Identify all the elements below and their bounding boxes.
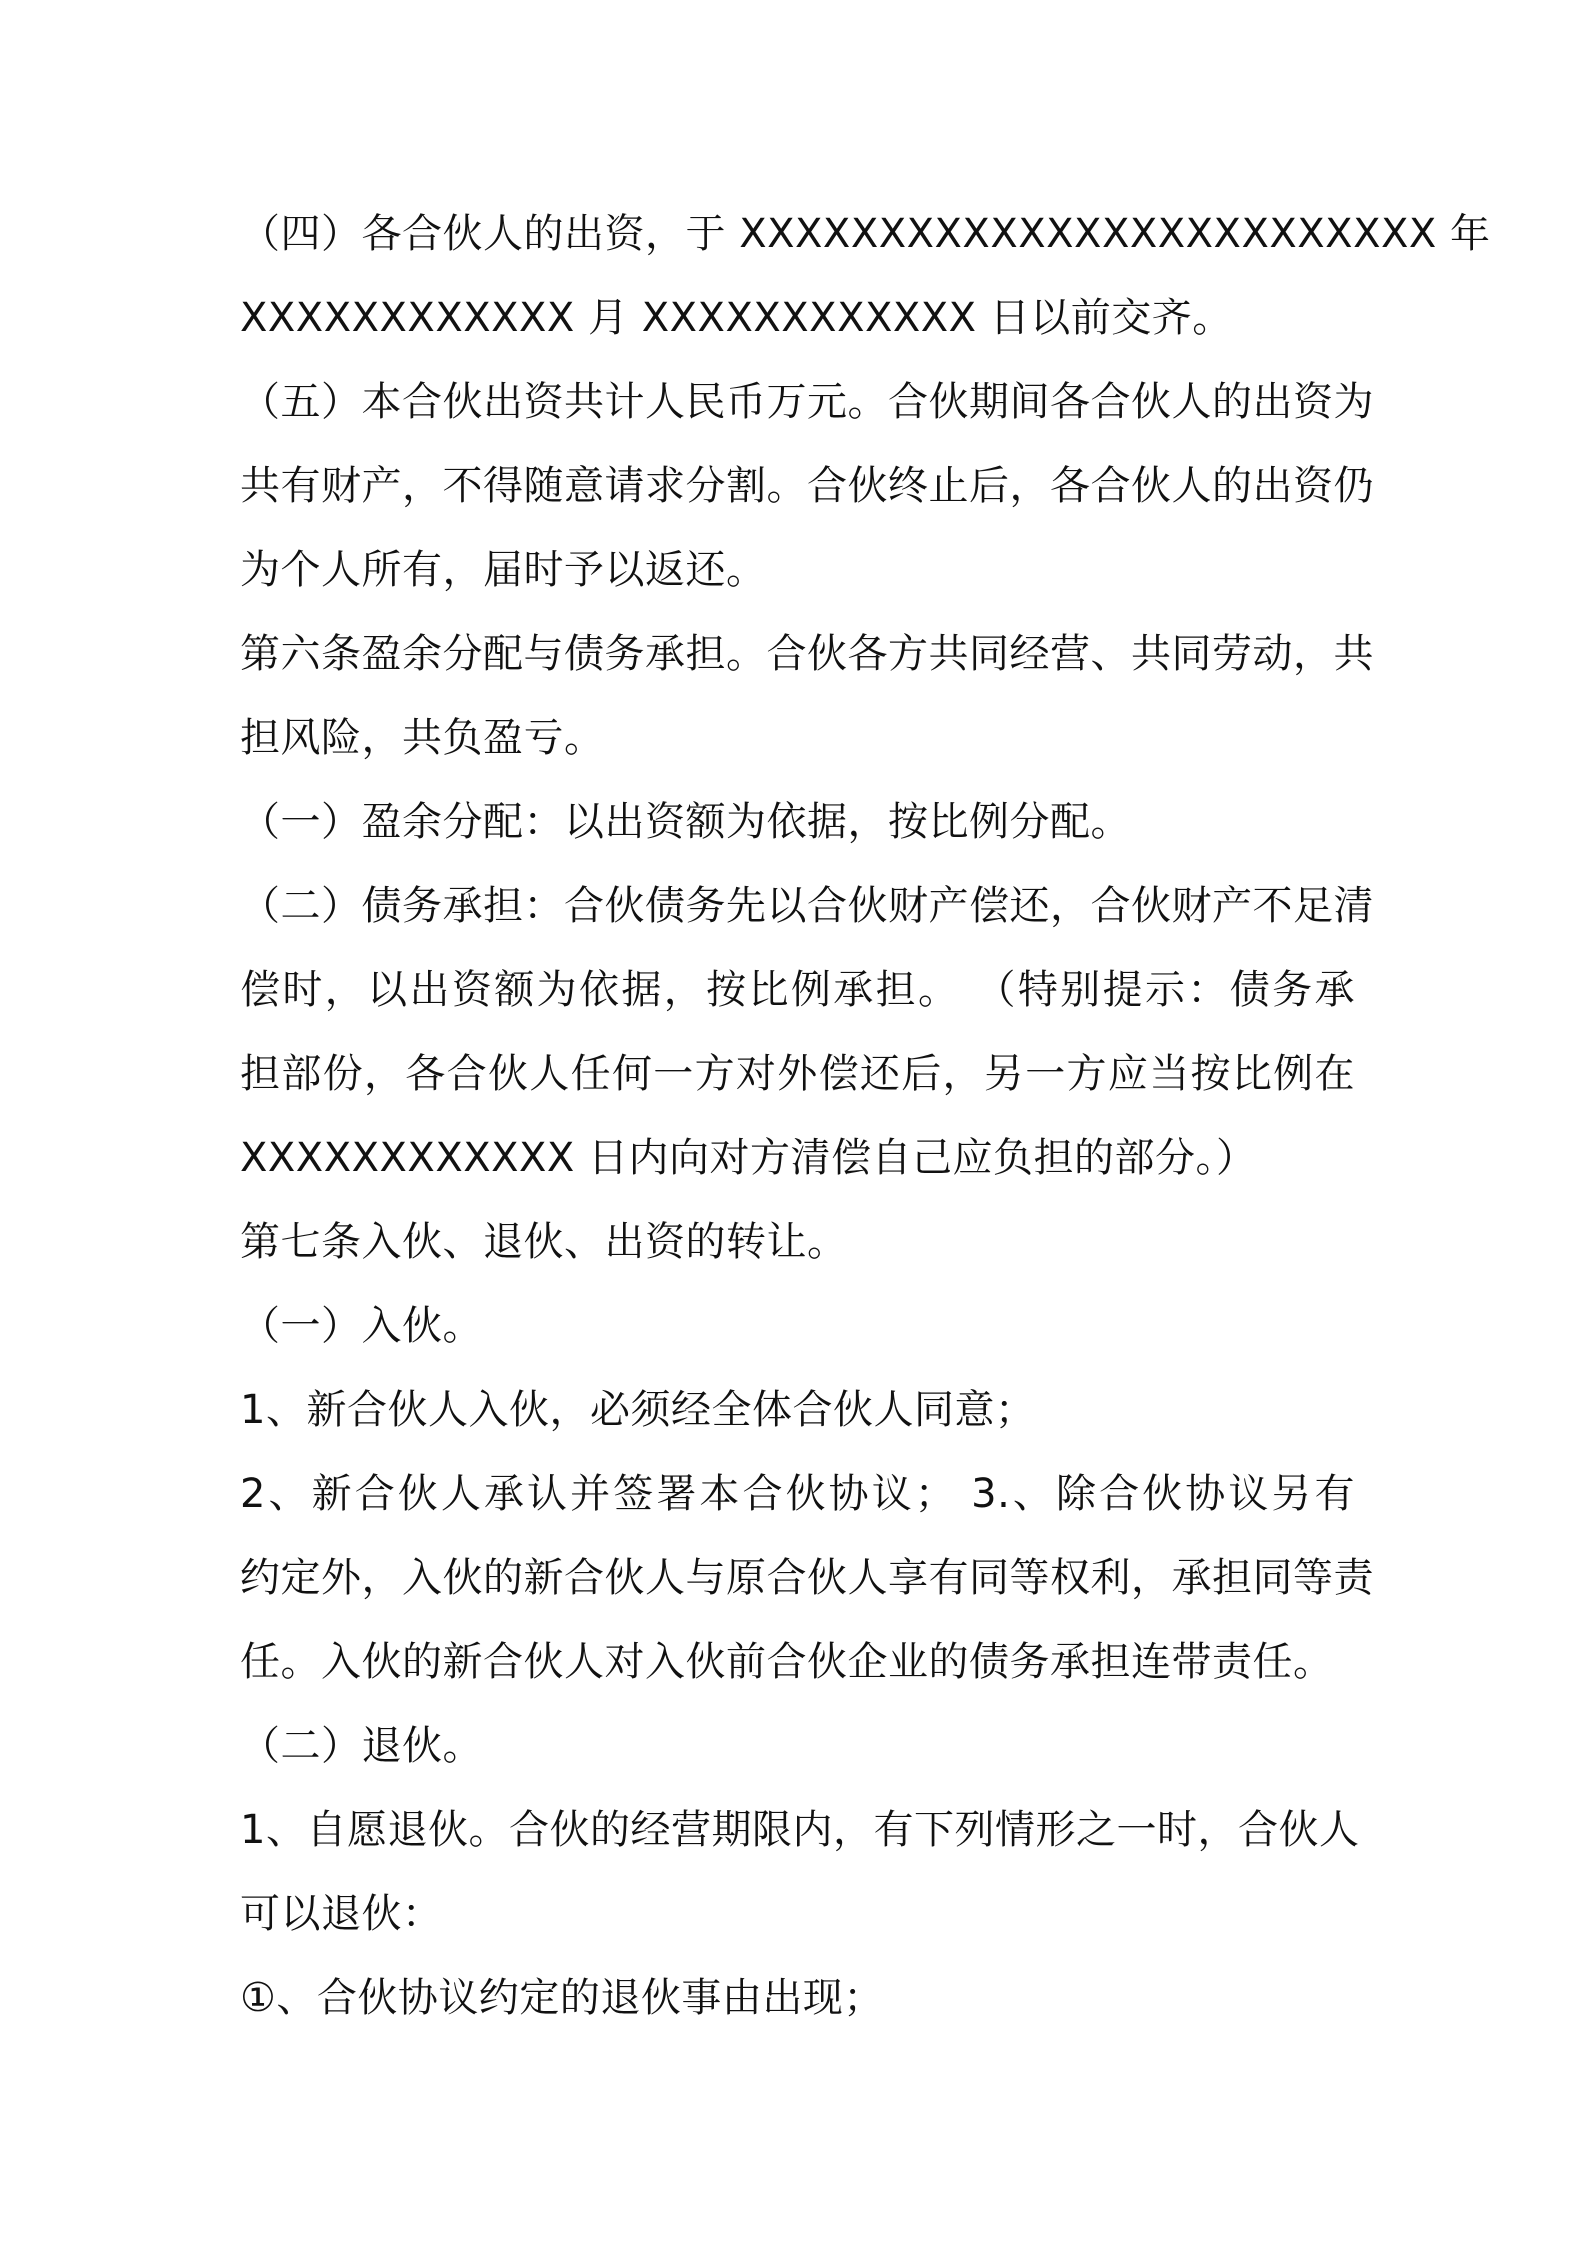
text-line-3: （五）本合伙出资共计人民币万元。合伙期间各合伙人的出资为 <box>240 379 1374 425</box>
text-line-11: 担部份，各合伙人任何一方对外偿还后，另一方应当按比例在 <box>240 1051 1355 1097</box>
text-line-7: 担风险，共负盈亏。 <box>240 715 605 761</box>
text-line-12: XXXXXXXXXXXX 日内向对方清偿自己应负担的部分。） <box>240 1135 1257 1181</box>
text-line-10: 偿时，以出资额为依据，按比例承担。 （特别提示：债务承 <box>240 967 1355 1013</box>
text-line-21: 可以退伙： <box>240 1891 443 1937</box>
text-line-13: 第七条入伙、退伙、出资的转让。 <box>240 1219 848 1265</box>
text-line-9: （二）债务承担：合伙债务先以合伙财产偿还，合伙财产不足清 <box>240 883 1374 929</box>
text-line-4: 共有财产，不得随意请求分割。合伙终止后，各合伙人的出资仍 <box>240 463 1374 509</box>
text-line-2: XXXXXXXXXXXX 月 XXXXXXXXXXXX 日以前交齐。 <box>240 295 1233 341</box>
document-page <box>240 192 1491 2040</box>
text-line-5: 为个人所有，届时予以返还。 <box>240 547 767 593</box>
text-line-16: 2、新合伙人承认并签署本合伙协议； 3.、除合伙协议另有 <box>240 1471 1355 1517</box>
text-line-15: 1、新合伙人入伙，必须经全体合伙人同意； <box>240 1387 1036 1433</box>
text-line-18: 任。入伙的新合伙人对入伙前合伙企业的债务承担连带责任。 <box>240 1639 1334 1685</box>
text-line-17: 约定外，入伙的新合伙人与原合伙人享有同等权利，承担同等责 <box>240 1555 1374 1601</box>
text-line-19: （二）退伙。 <box>240 1723 483 1769</box>
text-line-14: （一）入伙。 <box>240 1303 483 1349</box>
text-line-8: （一）盈余分配：以出资额为依据，按比例分配。 <box>240 799 1131 845</box>
text-line-22: ①、合伙协议约定的退伙事由出现； <box>240 1975 884 2021</box>
text-line-1: （四）各合伙人的出资，于 XXXXXXXXXXXXXXXXXXXXXXXXX 年 <box>240 211 1491 257</box>
text-line-6: 第六条盈余分配与债务承担。合伙各方共同经营、共同劳动，共 <box>240 631 1374 677</box>
text-line-20: 1、自愿退伙。合伙的经营期限内，有下列情形之一时，合伙人 <box>240 1807 1360 1853</box>
